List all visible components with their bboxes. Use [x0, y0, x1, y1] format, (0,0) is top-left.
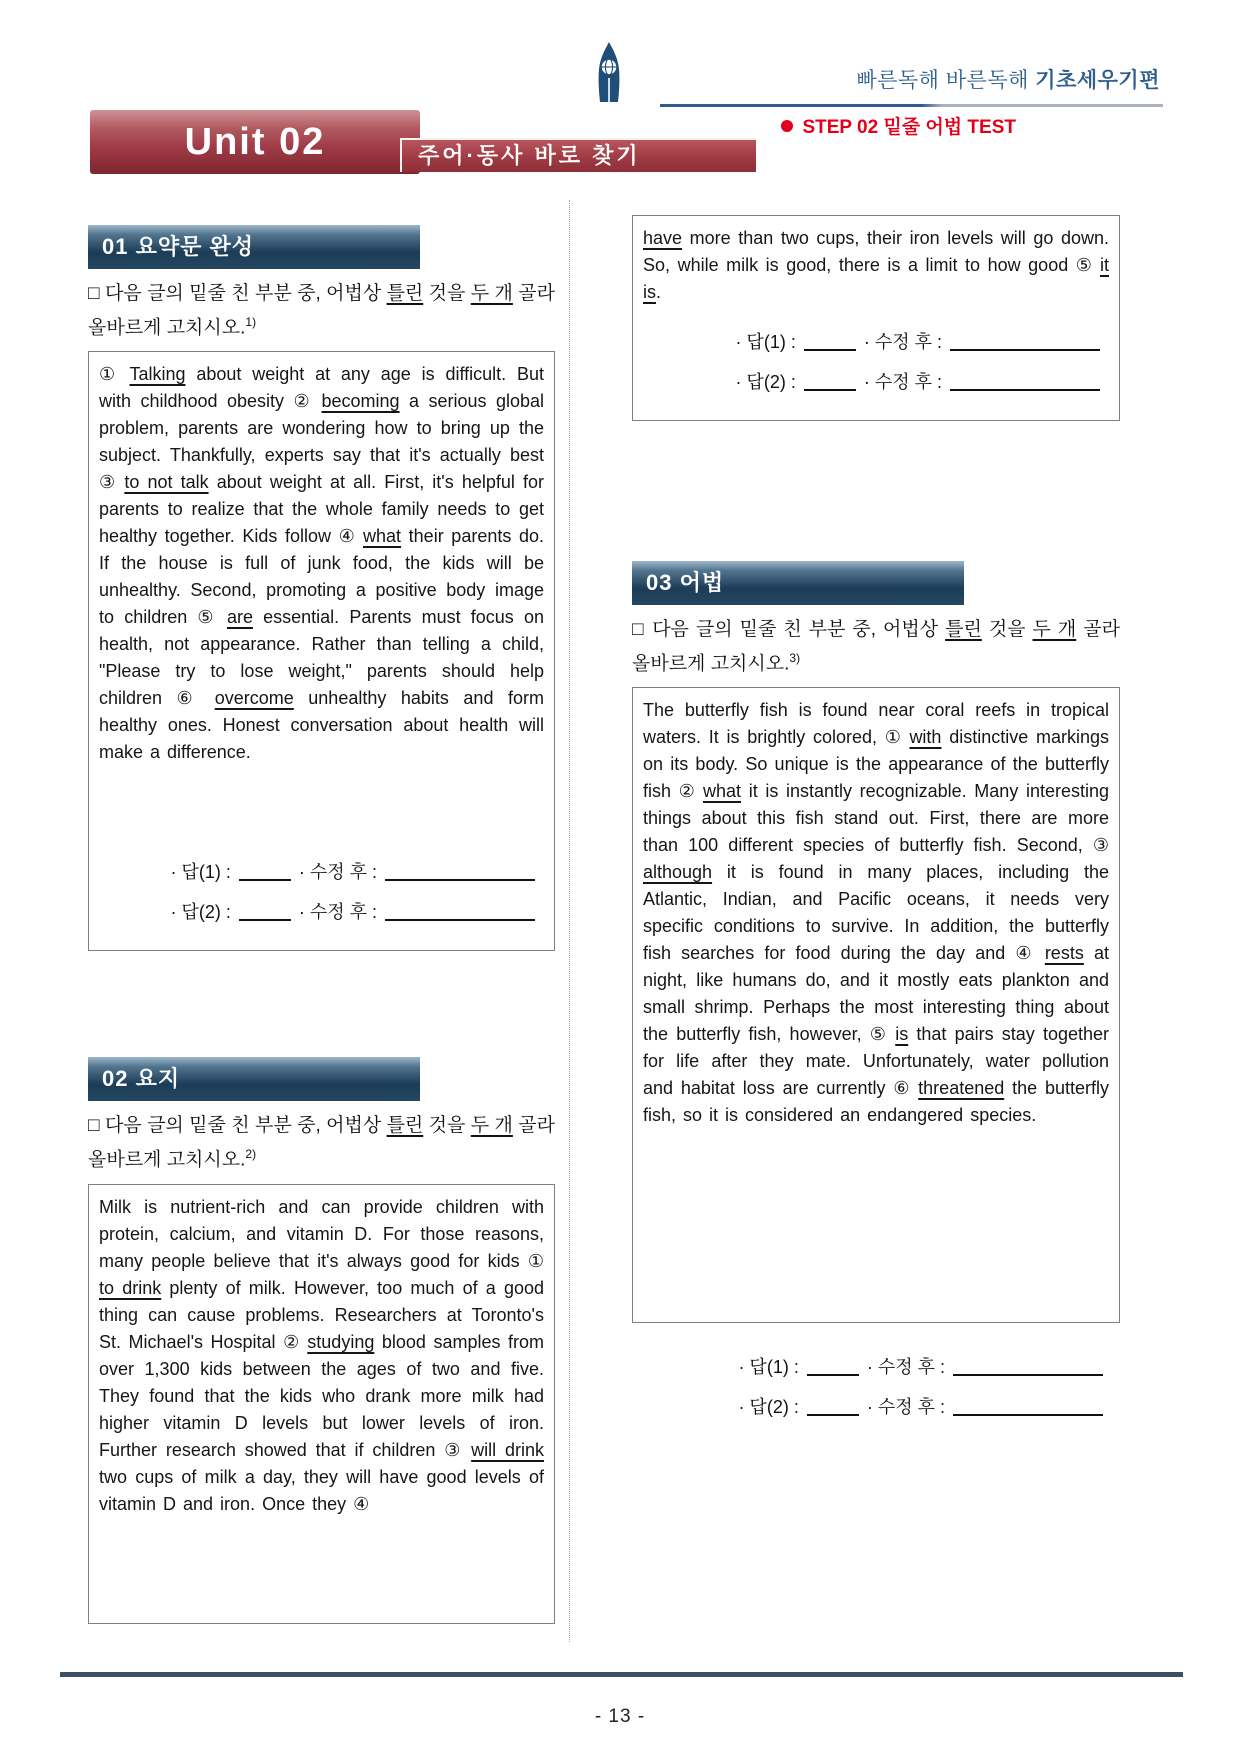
- right-column: [632, 0, 1120, 1427]
- section-02-passage-right: have more than two cups, their iron levels will go down. So, while milk is good, there is a limit to how good ⑤ it is.: [643, 228, 1109, 302]
- section-03-answers: [632, 1347, 1120, 1427]
- section-03-passage: The butterfly fish is found near coral reefs in tropical waters. It is brightly colored, ① with distinctive markings on its body. So unique is the appearance of the butterfly fish ② what it is instantly recognizable. Many interesting things about this fish stand out. First, there are more than 100 different species of butterfly fish. Second, ③ although it is found in many places, including the Atlantic, Indian, and Pacific oceans, it needs very specific conditions to survive. In addition, the butterfly fish searches for food during the day and ④ rests at night, like humans do, and it mostly eats plankton and small shrimp. Perhaps the most interesting thing about the butterfly fish, however, ⑤ is that pairs stay together for life after they mate. Unfortunately, water pollution and habitat loss are currently ⑥ threatened the butterfly fish, so it is considered an endangered species.: [643, 700, 1109, 1126]
- section-02-instruction: □ 다음 글의 밑줄 친 부분 중, 어법상 틀린 것을 두 개 골라 올바르게 고치시오.$^{2)}$: [88, 1115, 555, 1171]
- footer-rule: [60, 1672, 1183, 1677]
- section-01-passage: ① Talking about weight at any age is difficult. But with childhood obesity ② becoming a serious global problem, parents are wondering how to bring up the subject. Thankfully, experts say that it's actually best ③ to not talk about weight at all. First, it's helpful for parents to realize that the whole family needs to get healthy together. Kids follow ④ what their parents do. If the house is full of junk food, the kids will be unhealthy. Second, promoting a positive body image to children ⑤ are essential. Parents must focus on health, not appearance. Rather than telling a child, "Please try to lose weight," parents should help children ⑥ overcome unhealthy habits and form healthy ones. Honest conversation about health will make a difference.: [99, 364, 545, 763]
- answer-row-1: · 답(1) : · 수정 후 :: [643, 322, 1103, 362]
- section-02-passage-box-right: [632, 215, 1120, 421]
- answer-row-2: · 답(2) : · 수정 후 :: [99, 892, 538, 932]
- answer-row-1: · 답(1) : · 수정 후 :: [99, 852, 538, 892]
- section-01-answers: [99, 852, 538, 932]
- section-01-header: 01 요약문 완성: [88, 225, 420, 269]
- unit-banner: Unit 02: [90, 110, 420, 174]
- section-03-passage-box: [632, 687, 1120, 1323]
- answer-row-2: · 답(2) : · 수정 후 :: [632, 1387, 1106, 1427]
- brand-title-regular: 빠른독해 바른독해: [856, 69, 1036, 92]
- answer-row-1: · 답(1) : · 수정 후 :: [632, 1347, 1106, 1387]
- section-02-header: 02 요지: [88, 1057, 420, 1101]
- column-divider: [569, 200, 570, 1642]
- answer-row-2: · 답(2) : · 수정 후 :: [643, 362, 1103, 402]
- section-03-header: 03 어법: [632, 561, 964, 605]
- page-number: - 13 -: [594, 1706, 646, 1727]
- step-label: STEP 02 밑줄 어법 TEST: [802, 117, 1016, 138]
- section-01-instruction: □ 다음 글의 밑줄 친 부분 중, 어법상 틀린 것을 두 개 골라 올바르게 고치시오.$^{1)}$: [88, 283, 555, 339]
- section-03-instruction: □ 다음 글의 밑줄 친 부분 중, 어법상 틀린 것을 두 개 골라 올바르게 고치시오.$^{3)}$: [632, 619, 1120, 675]
- section-02-passage-box-left: [88, 1184, 555, 1624]
- unit-subtitle-banner: 주어·동사 바로 찾기: [400, 138, 756, 172]
- publisher-pen-logo-icon: [592, 42, 626, 106]
- brand-title-bold: 기초세우기편: [1035, 69, 1160, 92]
- section-02-passage-left: Milk is nutrient-rich and can provide children with protein, calcium, and vitamin D. For those reasons, many people believe that it's always good for kids ① to drink plenty of milk. However, too much of a good thing can cause problems. Researchers at Toronto's St. Michael's Hospital ② studying blood samples from over 1,300 kids between the ages of two and five. They found that the kids who drank more milk had higher vitamin D levels but lower levels of iron. Further research showed that if children ③ will drink two cups of milk a day, they will have good levels of vitamin D and iron. Once they ④: [99, 1196, 545, 1514]
- section-01-passage-box: [88, 351, 555, 951]
- section-02-answers: [643, 322, 1103, 402]
- left-column: [88, 0, 555, 1624]
